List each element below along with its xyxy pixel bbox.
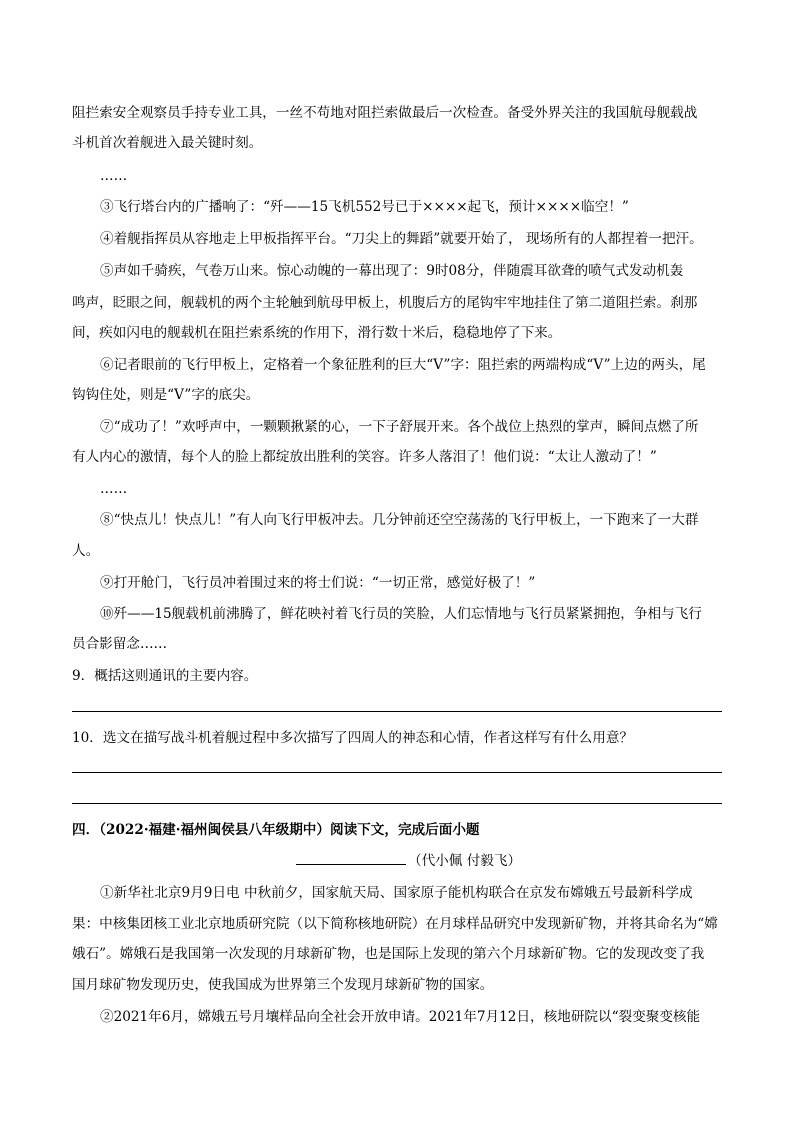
paragraph-10: ⑩歼——15舰载机前沸腾了，鲜花映衬着飞行员的笑脸，人们忘情地与飞行员紧紧拥抱，争相与飞行 <box>100 606 702 622</box>
ellipsis-line: …… <box>100 168 128 184</box>
paragraph-5-cont: 间，疾如闪电的舰载机在阻拦索系统的作用下，滑行数十米后，稳稳地停了下来。 <box>72 325 562 341</box>
paragraph-1: ①新华社北京9月9日电 中秋前夕，国家航天局、国家原子能机构联合在京发布嫦娥五号最新科学成 <box>100 885 693 901</box>
ellipsis-line: …… <box>100 481 128 497</box>
paragraph-9: ⑨打开舱门，飞行员冲着围过来的将士们说：“一切正常，感觉好极了！” <box>100 575 536 591</box>
passage-line: 斗机首次着舰进入最关键时刻。 <box>72 135 263 151</box>
paragraph-3: ③飞行塔台内的广播响了：“歼——15飞机552号已于××××起飞，预计××××临空！” <box>100 199 629 215</box>
paragraph-7-cont: 有人内心的激情，每个人的脸上都绽放出胜利的笑容。许多人落泪了！他们说：“太让人激动了！” <box>72 449 657 465</box>
paragraph-8-cont: 人。 <box>72 543 100 559</box>
paragraph-4: ④着舰指挥员从容地走上甲板指挥平台。“刀尖上的舞蹈”就要开始了， 现场所有的人都捏着一把汗。 <box>100 231 703 247</box>
paragraph-1-cont: 果：中核集团核工业北京地质研究院（以下简称核地研院）在月球样品研究中发现新矿物，并将其命名为“嫦 <box>72 916 718 932</box>
paragraph-10-cont: 员合影留念…… <box>72 636 168 652</box>
paragraph-1-cont: 娥石”。嫦娥石是我国第一次发现的月球新矿物，也是国际上发现的第六个月球新矿物。它的发现改变了我 <box>72 946 705 962</box>
section-heading: 四．（2022·福建·福州闽侯县八年级期中）阅读下文，完成后面小题 <box>72 822 480 838</box>
passage-line: 阻拦索安全观察员手持专业工具，一丝不苟地对阻拦索做最后一次检查。备受外界关注的我国航母舰载战 <box>72 105 698 121</box>
question-10: 10．选文在描写战斗机着舰过程中多次描写了四周人的神态和心情，作者这样写有什么用意？ <box>72 730 634 746</box>
answer-line[interactable] <box>72 803 722 804</box>
title-credit-line <box>296 850 521 871</box>
paragraph-8: ⑧“快点儿！快点儿！”有人向飞行甲板冲去。几分钟前还空空荡荡的飞行甲板上，一下跑来了一大群 <box>100 512 699 528</box>
paragraph-6: ⑥记者眼前的飞行甲板上，定格着一个象征胜利的巨大“V”字：阻拦索的两端构成“V”上边的两头，尾 <box>100 357 706 373</box>
paragraph-2: ②2021年6月，嫦娥五号月壤样品向全社会开放申请。2021年7月12日，核地研院以“裂变聚变核能 <box>100 1009 701 1025</box>
question-9: 9．概括这则通讯的主要内容。 <box>72 668 258 684</box>
author-credit: （代小佩 付毅飞） <box>408 853 522 869</box>
paragraph-7: ⑦“成功了！”欢呼声中，一颗颗揪紧的心，一下子舒展开来。各个战位上热烈的掌声，瞬间点燃了所 <box>100 419 699 435</box>
paragraph-6-cont: 钩钩住处，则是“V”字的底尖。 <box>72 387 260 403</box>
paragraph-5-cont: 鸣声，眨眼之间，舰载机的两个主轮触到航母甲板上，机腹后方的尾钩牢牢地挂住了第二道阻拦索。刹那 <box>72 295 698 311</box>
paragraph-1-cont: 国月球矿物发现历史，使我国成为世界第三个发现月球新矿物的国家。 <box>72 977 494 993</box>
title-blank[interactable] <box>296 850 406 865</box>
paragraph-5: ⑤声如千骑疾，气卷万山来。惊心动魄的一幕出现了：9时08分，伴随震耳欲聋的喷气式发动机轰 <box>100 263 684 279</box>
answer-line[interactable] <box>72 711 722 712</box>
answer-line[interactable] <box>72 772 722 773</box>
